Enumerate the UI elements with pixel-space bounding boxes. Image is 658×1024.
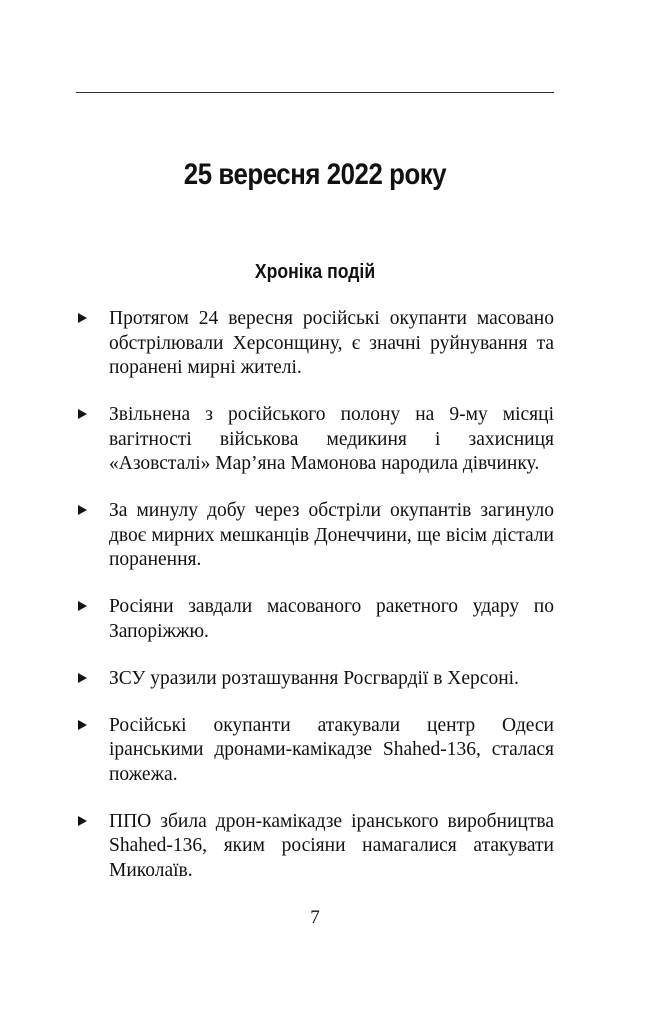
section-heading: Хроніка подій xyxy=(254,261,376,283)
list-item-text: ППО збила дрон-камікадзе іранського виробництва Shahed-136, яким росіяни намагалися атакувати Миколаїв. xyxy=(109,810,554,881)
list-item-text: ЗСУ уразили розташування Росгвардії в Херсоні. xyxy=(109,667,519,689)
list-item-text: Росіяни завдали масованого ракетного удару по Запоріжжю. xyxy=(109,596,554,642)
triangle-bullet-icon xyxy=(78,409,87,419)
page-title: 25 вересня 2022 року xyxy=(183,158,447,191)
chronicle-list xyxy=(76,307,554,906)
triangle-bullet-icon xyxy=(78,313,87,323)
list-item xyxy=(76,499,554,573)
triangle-bullet-icon xyxy=(78,505,87,515)
list-item-text: Звільнена з російського полону на 9-му місяці вагітності військова медикиня і захисниця «Азовсталі» Мар’яна Мамонова народила дівчинку. xyxy=(109,404,554,474)
header-rule xyxy=(76,92,554,93)
list-item-text: За минулу добу через обстріли окупантів загинуло двоє мирних мешканців Донеччини, ще вісім дістали поранення. xyxy=(109,500,554,570)
list-item-text: Російські окупанти атакували центр Одеси іранськими дронами-камікадзе Shahed-136, сталася пожежа. xyxy=(109,714,554,785)
triangle-bullet-icon xyxy=(78,720,87,730)
list-item xyxy=(76,595,554,644)
list-item-text: Протягом 24 вересня російські окупанти масовано обстрілювали Херсонщину, є значні руйнування та поранені мирні жителі. xyxy=(109,308,554,378)
triangle-bullet-icon xyxy=(78,601,87,611)
list-item xyxy=(76,810,554,884)
list-item xyxy=(76,403,554,477)
triangle-bullet-icon xyxy=(78,673,87,683)
list-item xyxy=(76,667,554,692)
list-item xyxy=(76,307,554,381)
list-item xyxy=(76,714,554,788)
triangle-bullet-icon xyxy=(78,816,87,826)
page-number: 7 xyxy=(310,907,320,928)
